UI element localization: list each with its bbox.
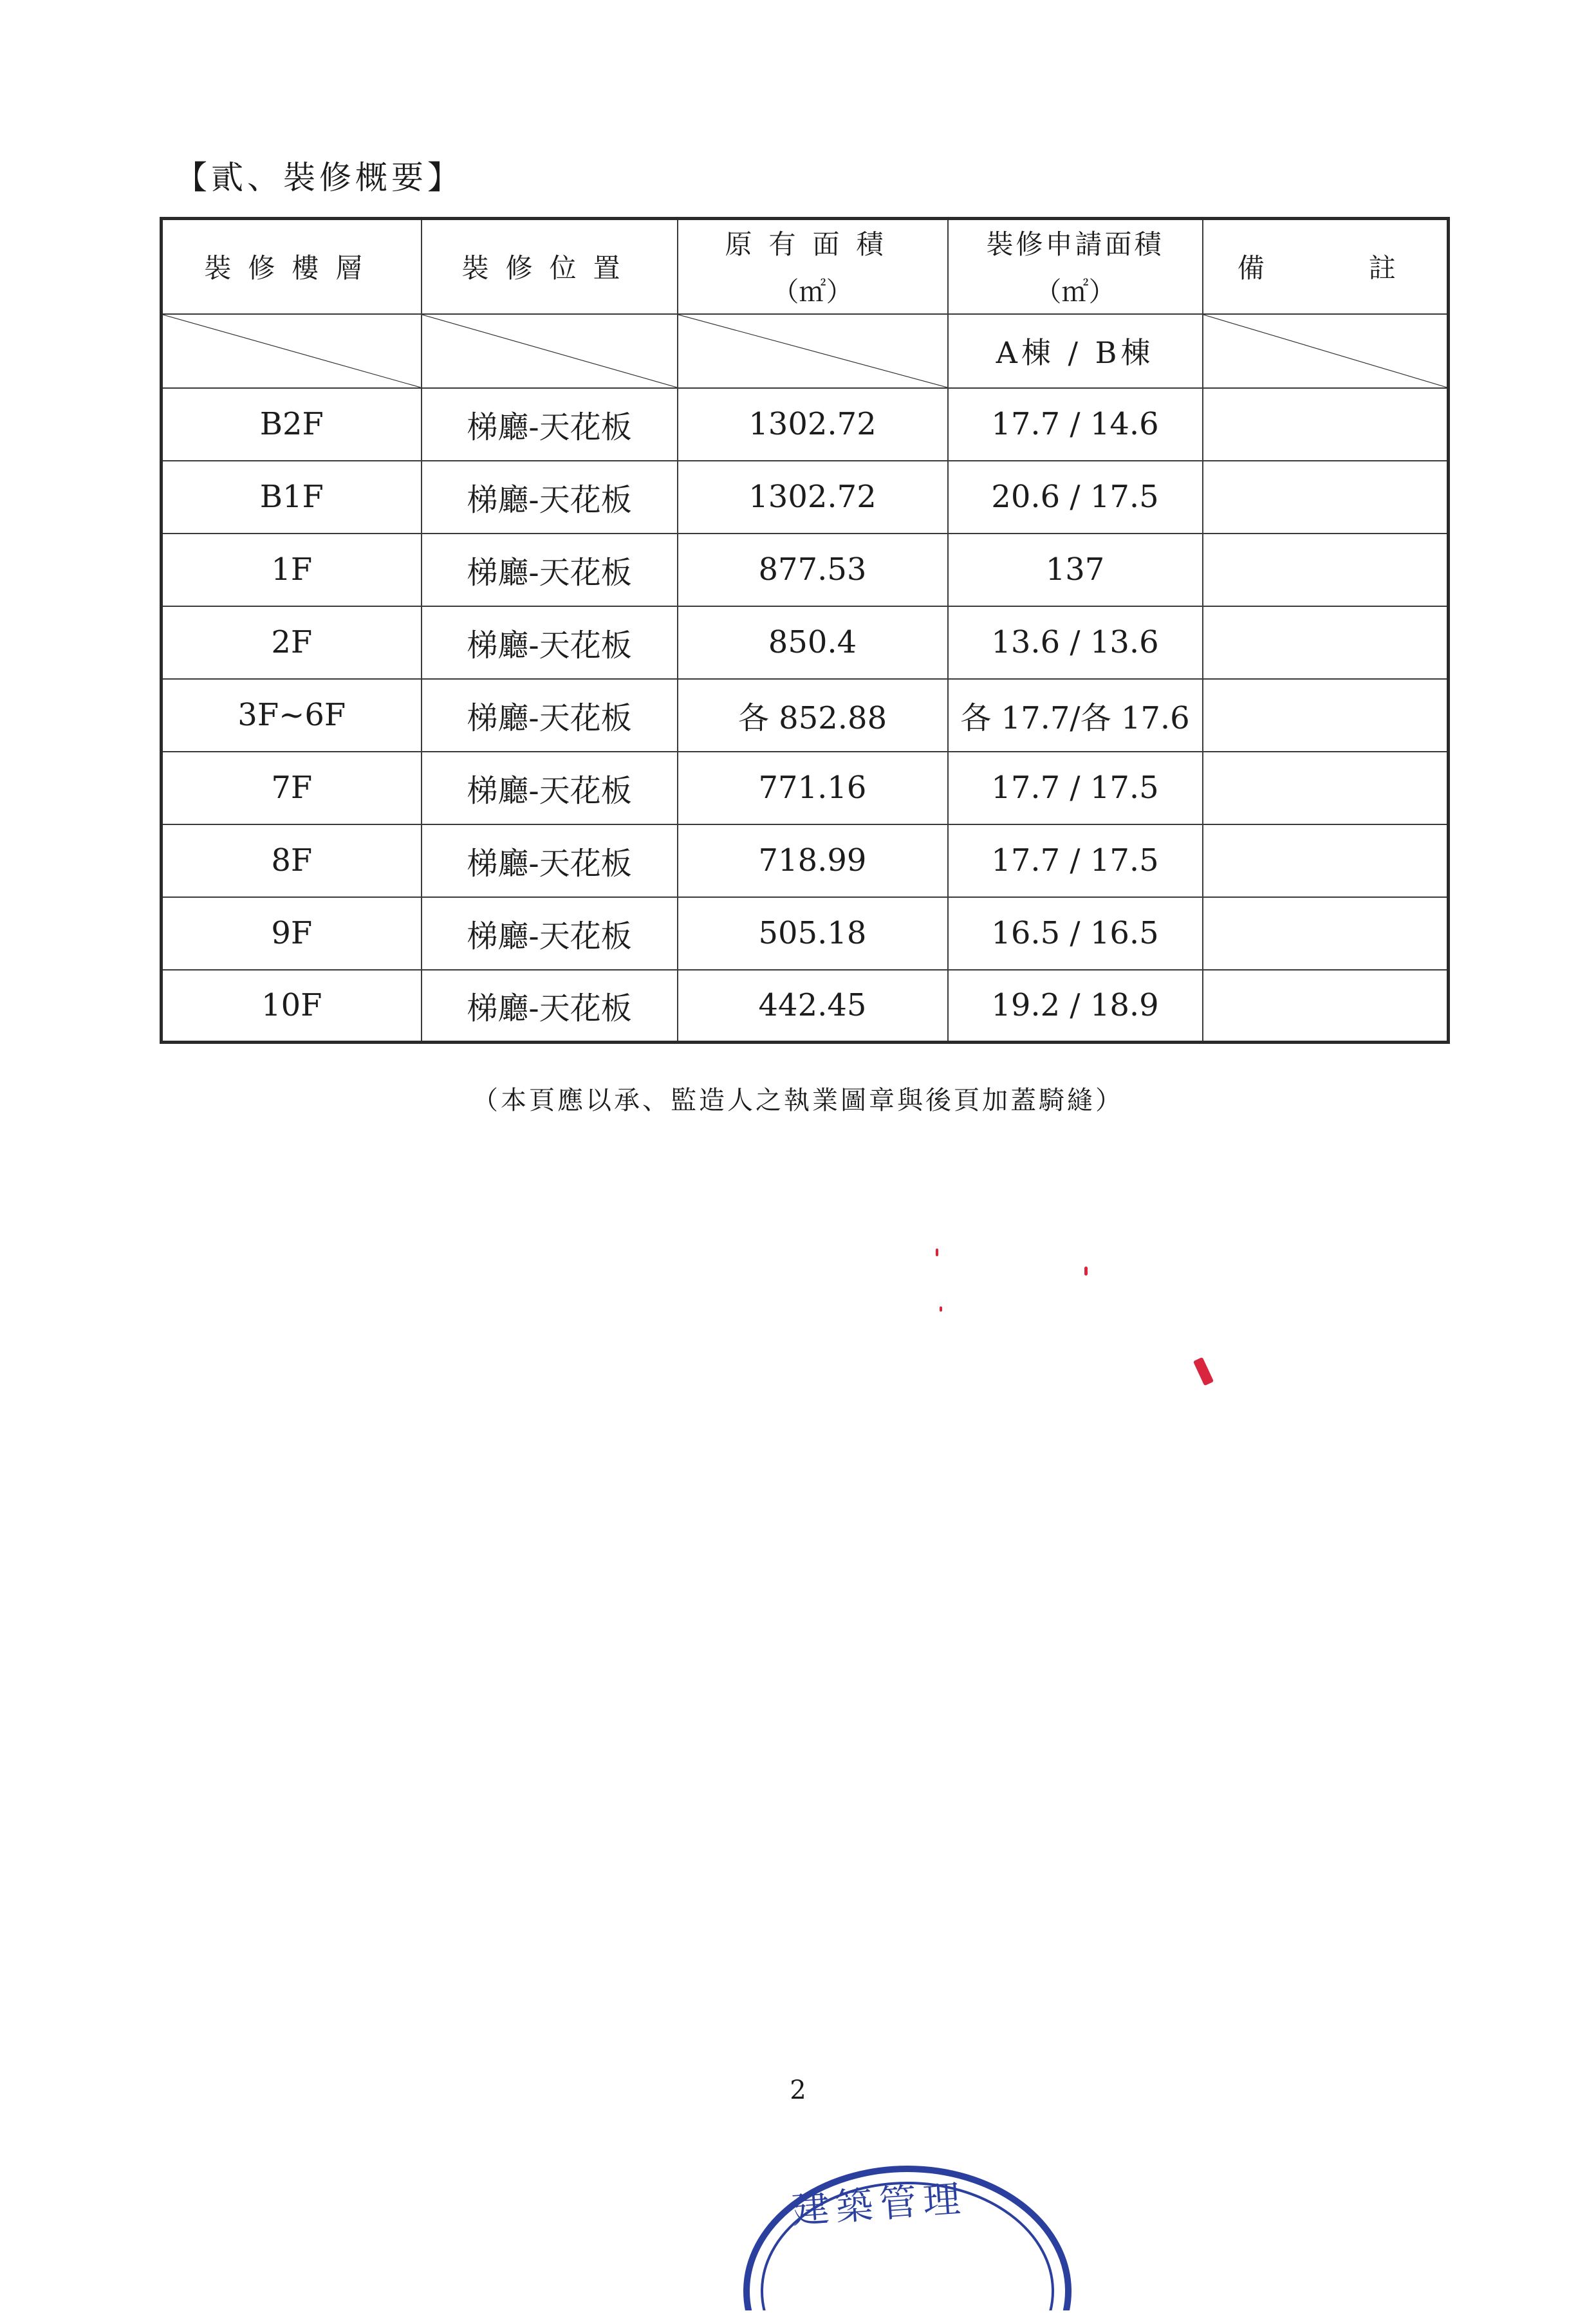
cell-remark (1203, 752, 1449, 824)
red-ink-mark (1084, 1267, 1088, 1276)
table-subheader-row (162, 314, 1449, 388)
cell-original-area: 各 852.88 (678, 679, 948, 752)
cell-position: 梯廳-天花板 (422, 824, 678, 897)
cell-floor: 7F (162, 752, 422, 824)
cell-floor: 9F (162, 897, 422, 970)
cell-applied-area: 17.7 / 17.5 (948, 752, 1203, 824)
table-row (162, 824, 1449, 897)
header-original-area-label: 原有面積 (725, 228, 900, 261)
seal-instruction-note: （本頁應以承、監造人之執業圖章與後頁加蓋騎縫） (472, 1086, 1124, 1115)
cell-floor: 10F (162, 970, 422, 1043)
table-row (162, 752, 1449, 824)
cell-applied-area: 17.7 / 14.6 (948, 388, 1203, 461)
red-ink-mark (1193, 1357, 1214, 1386)
cell-position: 梯廳-天花板 (422, 752, 678, 824)
header-original-area-unit: （㎡） (772, 276, 853, 308)
cell-position: 梯廳-天花板 (422, 534, 678, 606)
diagonal-cell (162, 314, 422, 388)
table-row (162, 534, 1449, 606)
cell-applied-area: 13.6 / 13.6 (948, 606, 1203, 679)
table-header-row (162, 219, 1449, 314)
cell-applied-area: 19.2 / 18.9 (948, 970, 1203, 1043)
renovation-summary-table (160, 217, 1450, 1044)
cell-floor: 8F (162, 824, 422, 897)
cell-original-area: 505.18 (678, 897, 948, 970)
cell-original-area: 1302.72 (678, 461, 948, 534)
cell-original-area: 718.99 (678, 824, 948, 897)
cell-floor: 2F (162, 606, 422, 679)
cell-applied-area: 各 17.7/各 17.6 (948, 679, 1203, 752)
header-applied-area-label: 裝修申請面積 (986, 228, 1164, 261)
diagonal-cell (1203, 314, 1449, 388)
table-row (162, 606, 1449, 679)
cell-remark (1203, 461, 1449, 534)
page-number: 2 (790, 2076, 806, 2105)
official-seal-stamp (734, 2143, 1081, 2310)
cell-applied-area: 20.6 / 17.5 (948, 461, 1203, 534)
cell-applied-area: 137 (948, 534, 1203, 606)
cell-remark (1203, 534, 1449, 606)
header-position: 裝修位置 (422, 219, 678, 314)
cell-remark (1203, 606, 1449, 679)
cell-floor: B2F (162, 388, 422, 461)
table-row (162, 461, 1449, 534)
header-applied-area (948, 219, 1203, 314)
diagonal-cell (678, 314, 948, 388)
table-row (162, 679, 1449, 752)
cell-remark (1203, 824, 1449, 897)
cell-position: 梯廳-天花板 (422, 388, 678, 461)
header-original-area (678, 219, 948, 314)
cell-remark (1203, 970, 1449, 1043)
table-row (162, 897, 1449, 970)
cell-applied-area: 17.7 / 17.5 (948, 824, 1203, 897)
header-remarks: 備 註 (1203, 219, 1449, 314)
red-ink-mark (936, 1249, 938, 1256)
cell-position: 梯廳-天花板 (422, 970, 678, 1043)
stamp-text: 建築管理 (790, 2176, 969, 2233)
header-applied-area-unit: （㎡） (1034, 276, 1116, 308)
cell-remark (1203, 388, 1449, 461)
cell-floor: 3F~6F (162, 679, 422, 752)
cell-original-area: 1302.72 (678, 388, 948, 461)
cell-remark (1203, 679, 1449, 752)
diagonal-cell (422, 314, 678, 388)
section-heading: 【貳、裝修概要】 (175, 159, 463, 196)
cell-position: 梯廳-天花板 (422, 897, 678, 970)
cell-original-area: 771.16 (678, 752, 948, 824)
cell-original-area: 850.4 (678, 606, 948, 679)
cell-floor: 1F (162, 534, 422, 606)
cell-floor: B1F (162, 461, 422, 534)
table-row (162, 388, 1449, 461)
cell-original-area: 442.45 (678, 970, 948, 1043)
header-floor: 裝修樓層 (162, 219, 422, 314)
cell-applied-area: 16.5 / 16.5 (948, 897, 1203, 970)
subheader-applied-area: A棟 / B棟 (948, 314, 1203, 388)
cell-position: 梯廳-天花板 (422, 606, 678, 679)
cell-position: 梯廳-天花板 (422, 461, 678, 534)
red-ink-mark (940, 1306, 942, 1312)
table-row (162, 970, 1449, 1043)
cell-original-area: 877.53 (678, 534, 948, 606)
cell-position: 梯廳-天花板 (422, 679, 678, 752)
cell-remark (1203, 897, 1449, 970)
